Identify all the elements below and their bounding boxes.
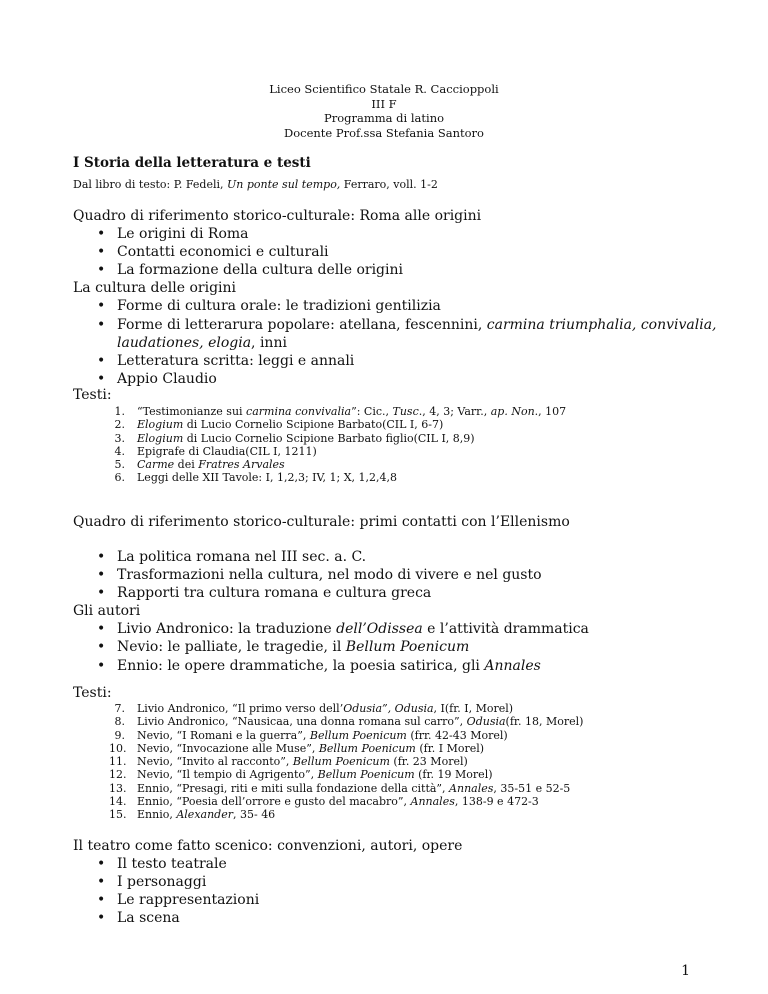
list-item: • Nevio: le palliate, le tragedie, il Bellum Poenicum (97, 639, 470, 656)
list-item: 8. Livio Andronico, “Nausicaa, una donna romana sul carro”, Odusia(fr. 18, Morel) (114, 715, 584, 729)
list-item: 13. Ennio, “Presagi, riti e miti sulla fondazione della città”, Annales, 35-51 e 52-5 (109, 781, 571, 795)
textbook-prefix: Dal libro di testo: P. Fedeli, (73, 178, 228, 191)
school-name: Liceo Scientifico Statale R. Caccioppoli (269, 82, 499, 96)
list-item: • Letteratura scritta: leggi e annali (97, 352, 355, 369)
list-item: • Appio Claudio (97, 370, 217, 387)
list-item: 2. Elogium di Lucio Cornelio Scipione Barbato(CIL I, 6-7) (114, 418, 444, 432)
list-item: • I personaggi (97, 874, 207, 891)
list-item: 7. Livio Andronico, “Il primo verso dell’Odusia”, Odusia, I(fr. I, Morel) (114, 702, 514, 715)
bullet-icon: • (97, 639, 106, 656)
list-item: • Le rappresentazioni (97, 892, 260, 909)
block-origini (73, 207, 737, 388)
bullet-icon: • (97, 549, 106, 565)
list-item: 9. Nevio, “I Romani e la guerra”, Bellum Poenicum (frr. 42-43 Morel) (114, 728, 508, 742)
bullet-icon: • (97, 856, 106, 873)
bullet-icon: • (97, 352, 106, 369)
document-header (0, 82, 768, 140)
program-title: Programma di latino (323, 111, 445, 125)
testi-list-1 (109, 405, 566, 485)
bullet-icon: • (97, 657, 106, 674)
testi-label-2: Testi: (73, 685, 112, 701)
bullet-icon: • (97, 226, 106, 243)
block-teatro (73, 837, 462, 927)
list-item: 14. Ennio, “Poesia dell’orrore e gusto del macabro”, Annales, 138-9 e 472-3 (109, 795, 539, 809)
heading-teatro: Il teatro come fatto scenico: convenzioni, autori, opere (73, 838, 463, 854)
list-item: • Il testo teatrale (97, 856, 227, 873)
heading-roma-origini: Quadro di riferimento storico-culturale: Roma alle origini (73, 208, 482, 224)
bullet-icon: • (97, 910, 106, 927)
list-item: 15. Ennio, Alexander, 35- 46 (109, 808, 276, 822)
list-item: • La politica romana nel III sec. a. C. (97, 549, 367, 565)
page-number: 1 (681, 963, 690, 979)
list-item: • Le origini di Roma (97, 226, 249, 243)
textbook-suffix: Ferraro, voll. 1-2 (340, 178, 438, 191)
list-item: 10. Nevio, “Invocazione alle Muse”, Bellum Poenicum (fr. I Morel) (109, 741, 485, 755)
bullet-icon: • (97, 244, 106, 261)
bullet-icon: • (97, 316, 106, 333)
list-item: • Forme di letterarura popolare: atellana, fescennini, carmina triumphalia, convivalia, laudationes, elogia, inni (97, 316, 717, 351)
list-item: 4. Epigrafe di Claudia(CIL I, 1211) (114, 444, 317, 458)
bullet-icon: • (97, 892, 106, 909)
heading-ellenismo: Quadro di riferimento storico-culturale: primi contatti con l’Ellenismo (73, 514, 570, 530)
class-name: III F (371, 96, 397, 111)
heading-cultura-origini: La cultura delle origini (73, 280, 237, 297)
bullet-icon: • (97, 585, 106, 602)
testi-list-2 (109, 702, 583, 822)
bullet-icon: • (97, 262, 106, 279)
textbook-reference (73, 178, 438, 191)
bullet-icon: • (97, 298, 106, 315)
list-item: • Forme di cultura orale: le tradizioni gentilizia (97, 298, 441, 315)
list-item: 11. Nevio, “Invito al racconto”, Bellum Poenicum (fr. 23 Morel) (109, 755, 468, 769)
testi-label: Testi: (73, 387, 112, 403)
bullet-icon: • (97, 621, 106, 638)
list-item: • Ennio: le opere drammatiche, la poesia satirica, gli Annales (97, 657, 541, 674)
list-item: • La scena (97, 910, 180, 927)
list-item: • Trasformazioni nella cultura, nel modo di vivere e nel gusto (97, 567, 542, 584)
bullet-icon: • (97, 370, 106, 387)
bullet-icon: • (97, 874, 106, 891)
list-item: • Rapporti tra cultura romana e cultura greca (97, 585, 432, 602)
list-item: 5. Carme dei Fratres Arvales (114, 458, 285, 472)
list-item: 1. “Testimonianze sui carmina convivalia”: Cic., Tusc., 4, 3; Varr., ap. Non., 107 (114, 405, 567, 418)
textbook-title: Un ponte sul tempo, (227, 178, 341, 191)
bullet-icon: • (97, 567, 106, 584)
list-item: • Contatti economici e culturali (97, 244, 329, 261)
block-ellenismo-list (73, 548, 589, 675)
section-title: I Storia della letteratura e testi (73, 155, 311, 171)
list-item: • Livio Andronico: la traduzione dell’Odissea e l’attività drammatica (97, 621, 589, 638)
list-item: 12. Nevio, “Il tempio di Agrigento”, Bellum Poenicum (fr. 19 Morel) (109, 768, 493, 782)
list-item: 3. Elogium di Lucio Cornelio Scipione Barbato figlio(CIL I, 8,9) (114, 431, 475, 445)
block-ellenismo (73, 513, 570, 531)
list-item: • La formazione della cultura delle origini (97, 262, 403, 279)
heading-autori: Gli autori (73, 603, 141, 620)
list-item: 6. Leggi delle XII Tavole: I, 1,2,3; IV, 1; X, 1,2,4,8 (114, 471, 398, 485)
teacher-name: Docente Prof.ssa Stefania Santoro (284, 125, 484, 140)
